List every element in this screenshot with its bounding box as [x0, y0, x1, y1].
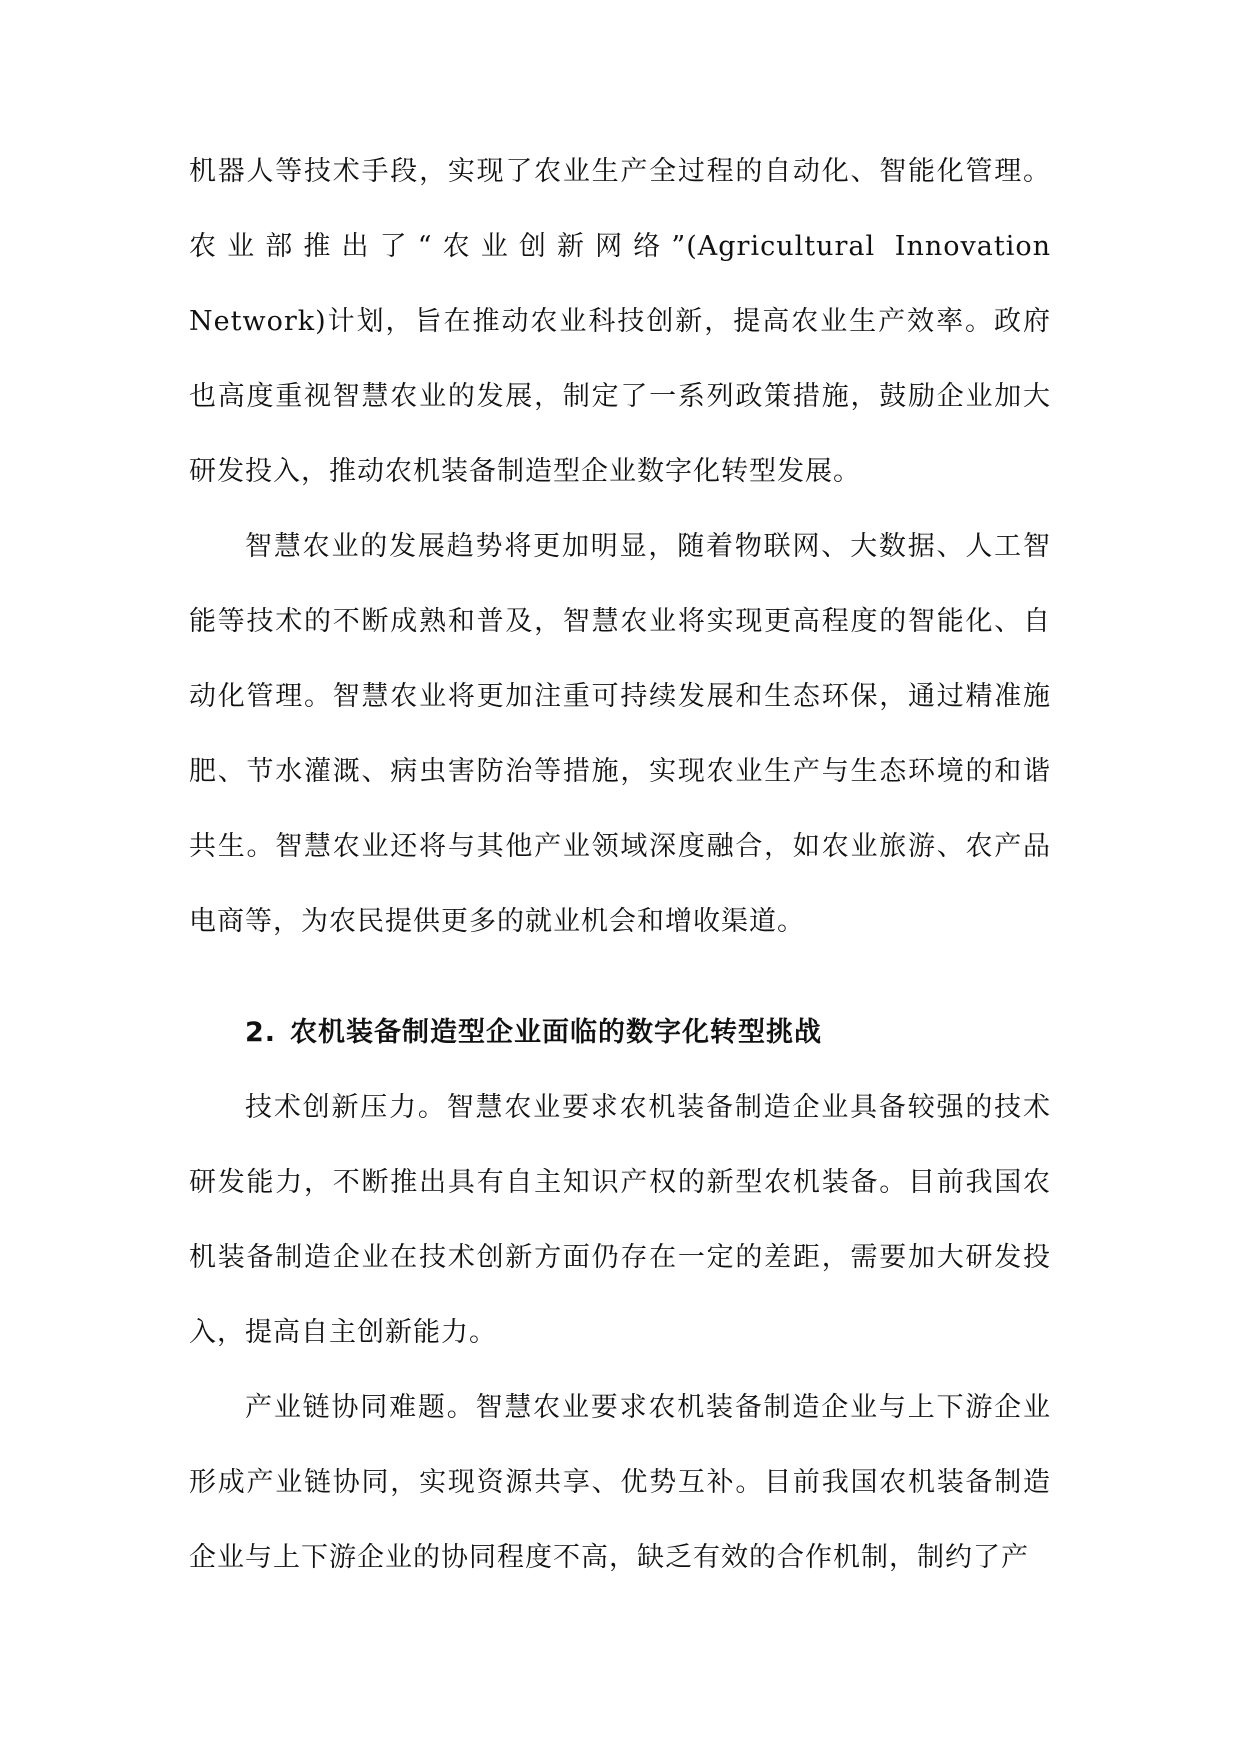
paragraph-tech-innovation-pressure: 技术创新压力。智慧农业要求农机装备制造企业具备较强的技术研发能力，不断推出具有自主知识产权的新型农机装备。目前我国农机装备制造企业在技术创新方面仍存在一定的差距，需要加大研发投入，提高自主创新能力。 [189, 1092, 1051, 1348]
section-heading [189, 995, 1051, 1070]
paragraph-continuation: 机器人等技术手段，实现了农业生产全过程的自动化、智能化管理。农业部推出了“农业创新网络”(Agricultural Innovation Network)计划，旨在推动农业科技创新，提高农业生产效率。政府也高度重视智慧农业的发展，制定了一系列政策措施，鼓励企业加大研发投入，推动农机装备制造型企业数字化转型发展。 [189, 156, 1051, 487]
paragraph-industry-chain-collaboration: 产业链协同难题。智慧农业要求农机装备制造企业与上下游企业形成产业链协同，实现资源共享、优势互补。目前我国农机装备制造企业与上下游企业的协同程度不高，缺乏有效的合作机制，制约了产 [189, 1392, 1051, 1573]
document-body [189, 134, 1051, 1595]
section-heading-title: 农机装备制造型企业面临的数字化转型挑战 [290, 1017, 823, 1048]
paragraph-smart-agriculture-trend: 智慧农业的发展趋势将更加明显，随着物联网、大数据、人工智能等技术的不断成熟和普及，智慧农业将实现更高程度的智能化、自动化管理。智慧农业将更加注重可持续发展和生态环保，通过精准施肥、节水灌溉、病虫害防治等措施，实现农业生产与生态环境的和谐共生。智慧农业还将与其他产业领域深度融合，如农业旅游、农产品电商等，为农民提供更多的就业机会和增收渠道。 [189, 531, 1051, 937]
section-heading-number: 2. [245, 1017, 277, 1048]
